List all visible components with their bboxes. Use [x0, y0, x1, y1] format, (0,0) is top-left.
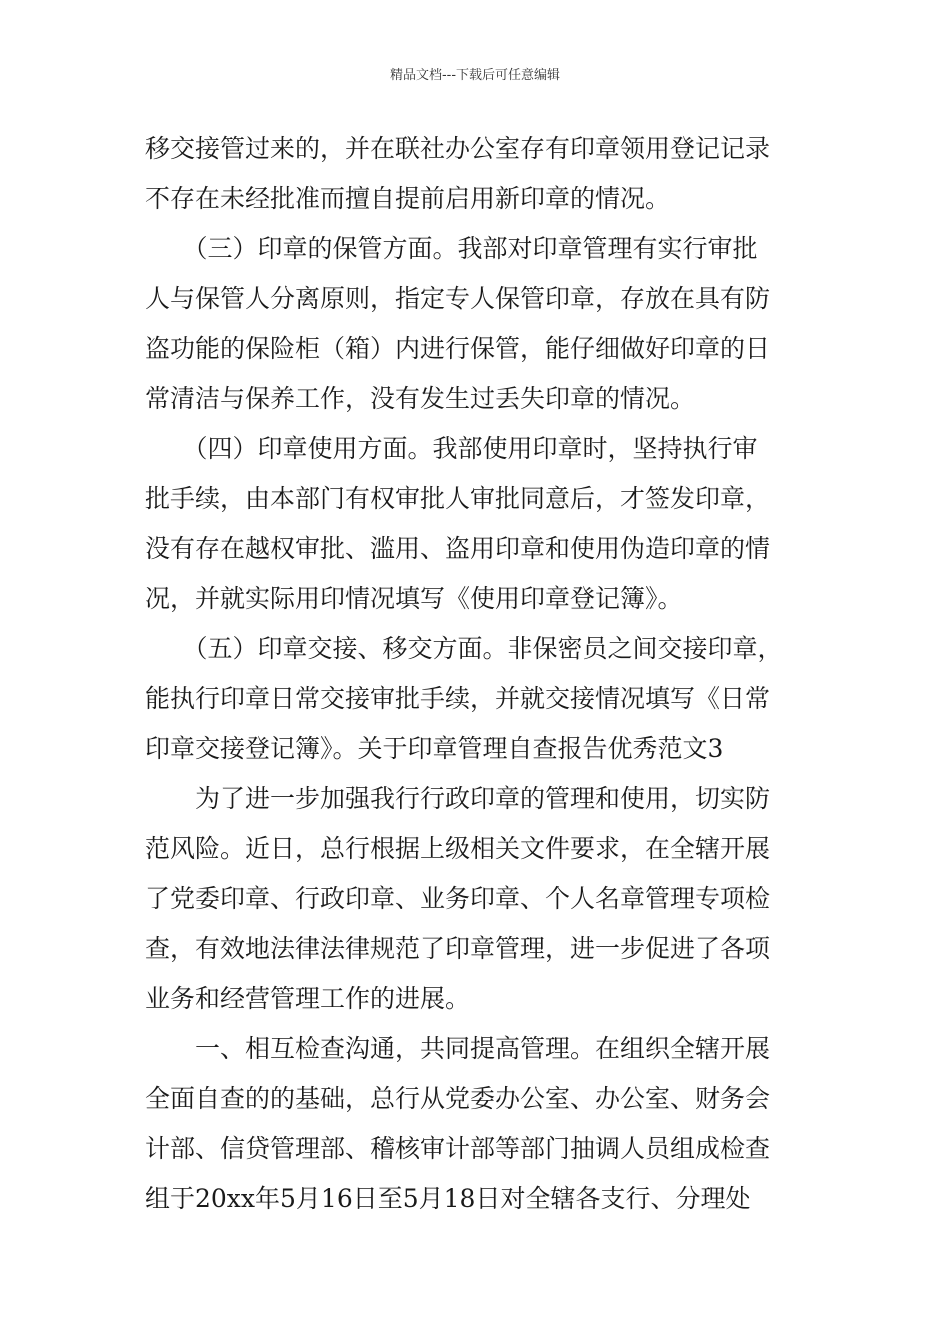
text-line: 没有存在越权审批、滥用、盗用印章和使用伪造印章的情 — [145, 534, 771, 563]
text-line: 况，并就实际用印情况填写《使用印章登记簿》。 — [145, 584, 683, 613]
text-line: 为了进一步加强我行行政印章的管理和使用，切实防 — [145, 784, 771, 813]
text-line: 能执行印章日常交接审批手续，并就交接情况填写《日常 — [145, 684, 771, 713]
text-line: 查，有效地法律法律规范了印章管理，进一步促进了各项 — [145, 934, 771, 963]
text-line: 范风险。近日，总行根据上级相关文件要求，在全辖开展 — [145, 834, 771, 863]
text-line: （三）印章的保管方面。我部对印章管理有实行审批 — [145, 234, 758, 263]
text-line: 全面自查的的基础，总行从党委办公室、办公室、财务会 — [145, 1084, 771, 1113]
text-line: 组于20xx年5月16日至5月18日对全辖各支行、分理处 — [145, 1184, 751, 1213]
text-line: 人与保管人分离原则，指定专人保管印章，存放在具有防 — [145, 284, 771, 313]
text-line: 业务和经营管理工作的进展。 — [145, 984, 471, 1013]
text-line: 移交接管过来的，并在联社办公室存有印章领用登记记录 — [145, 134, 771, 163]
text-line: 一、相互检查沟通，共同提高管理。在组织全辖开展 — [145, 1034, 771, 1063]
text-line: 计部、信贷管理部、稽核审计部等部门抽调人员组成检查 — [145, 1134, 771, 1163]
text-line: （五）印章交接、移交方面。非保密员之间交接印章， — [145, 634, 783, 663]
text-line: 不存在未经批准而擅自提前启用新印章的情况。 — [145, 184, 671, 213]
page-header: 精品文档---下载后可任意编辑 — [389, 68, 561, 83]
text-line: 了党委印章、行政印章、业务印章、个人名章管理专项检 — [145, 884, 771, 913]
text-line: 常清洁与保养工作，没有发生过丢失印章的情况。 — [145, 384, 696, 413]
text-line: 印章交接登记簿》。关于印章管理自查报告优秀范文3 — [145, 734, 724, 763]
text-line: （四）印章使用方面。我部使用印章时，坚持执行审 — [145, 434, 758, 463]
text-line: 盗功能的保险柜（箱）内进行保管，能仔细做好印章的日 — [145, 334, 771, 363]
text-line: 批手续，由本部门有权审批人审批同意后，才签发印章， — [145, 484, 771, 513]
